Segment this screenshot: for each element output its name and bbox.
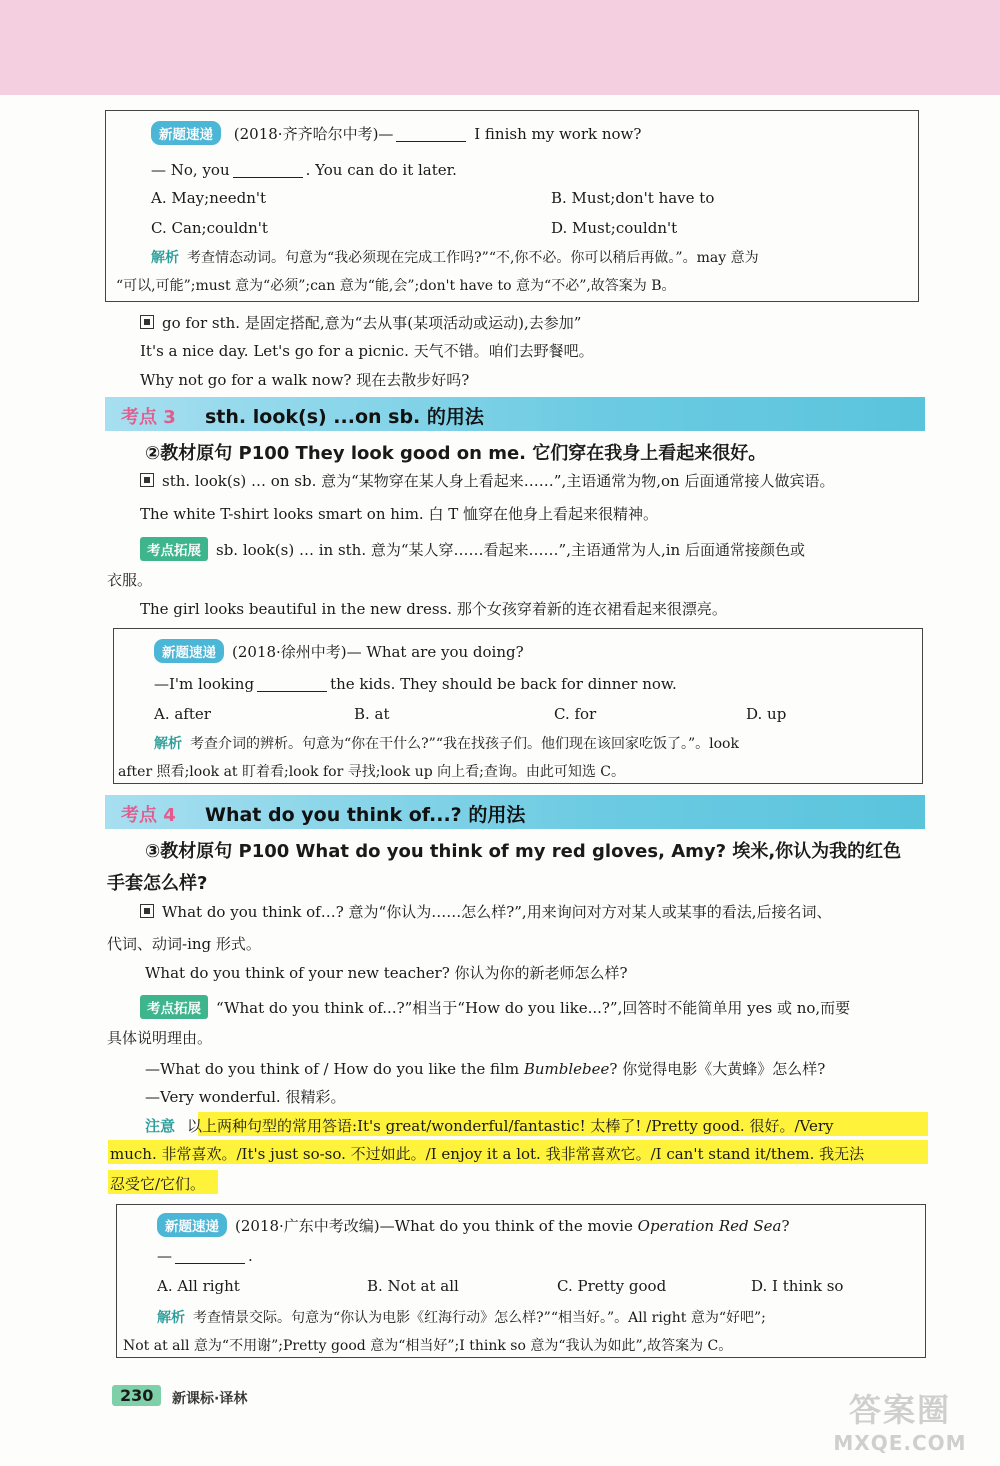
question-line-2: — No, you . You can do it later.: [151, 161, 457, 179]
bullet-icon: [140, 315, 154, 329]
new-question-badge: 新题速递: [157, 1213, 227, 1237]
analysis-line-2: Not at all 意为“不用谢”;Pretty good 意为“相当好”;I think so 意为“我认为如此”,故答案为 C。: [123, 1338, 733, 1354]
note-line-3: 忍受它/它们。: [110, 1175, 206, 1193]
section-title: sth. look(s) ...on sb. 的用法: [205, 406, 484, 428]
textbook-sentence: ③教材原句 P100 What do you think of my red gloves, Amy? 埃米,你认为我的红色: [145, 841, 902, 862]
watermark: 答案圈 MXQE.COM: [833, 1391, 967, 1455]
example-sentence: What do you think of your new teacher? 你认为你的新老师怎么样?: [145, 964, 628, 982]
option-b: B. at: [354, 705, 390, 723]
option-d: D. Must;couldn't: [551, 219, 678, 237]
answer-blank: [396, 126, 466, 142]
extension-cont: 具体说明理由。: [107, 1029, 213, 1047]
page-number: 230: [112, 1385, 161, 1406]
option-a: A. All right: [157, 1277, 240, 1295]
example-sentence: It's a nice day. Let's go for a picnic. 天气不错。咱们去野餐吧。: [140, 342, 594, 360]
answer-blank: [175, 1248, 245, 1264]
option-c: C. Pretty good: [557, 1277, 667, 1295]
new-question-badge: 新题速递: [154, 639, 224, 663]
option-a: A. after: [154, 705, 211, 723]
analysis-label: 解析: [151, 250, 179, 266]
question-stem: 新题速递 (2018·徐州中考)— What are you doing?: [154, 639, 524, 663]
textbook-sentence: ②教材原句 P100 They look good on me. 它们穿在我身上看起来很好。: [145, 443, 767, 464]
option-b: B. Not at all: [367, 1277, 459, 1295]
question-line-2: —I'm looking the kids. They should be back for dinner now.: [154, 675, 677, 693]
extension: 考点拓展 “What do you think of...?”相当于“How do you like...?”,回答时不能简单用 yes 或 no,而要: [140, 995, 850, 1019]
analysis-line-1: 解析 考查介词的辨析。句意为“你在干什么?”“我在找孩子们。他们现在该回家吃饭了。”。look: [154, 736, 739, 752]
textbook-sentence-cont: 手套怎么样?: [107, 873, 208, 894]
note-label: 注意: [145, 1117, 176, 1135]
example-sentence: The white T-shirt looks smart on him. 白 T 恤穿在他身上看起来很精神。: [140, 505, 659, 523]
bullet-icon: [140, 473, 154, 487]
question-stem: 新题速递 (2018·广东中考改编)—What do you think of the movie Operation Red Sea?: [157, 1213, 790, 1237]
dialogue-line-2: —Very wonderful. 很精彩。: [145, 1088, 346, 1106]
option-d: D. I think so: [751, 1277, 844, 1295]
section-label: 考点 4: [121, 805, 176, 826]
analysis-line-2: after 照看;look at 盯着看;look for 寻找;look up 向上看;查询。由此可知选 C。: [118, 764, 626, 780]
extension: 考点拓展 sb. look(s) … in sth. 意为“某人穿……看起来……”,主语通常为人,in 后面通常接颜色或: [140, 537, 805, 561]
answer-blank: [233, 162, 303, 178]
extension-cont: 衣服。: [107, 571, 153, 589]
bullet-icon: [140, 904, 154, 918]
new-question-badge: 新题速递: [151, 121, 221, 145]
analysis-line-1: 解析 考查情景交际。句意为“你认为电影《红海行动》怎么样?”“相当好。”。All right 意为“好吧”;: [157, 1310, 766, 1326]
note-line-1: 注意 以上两种句型的常用答语:It's great/wonderful/fantastic! 太棒了! /Pretty good. 很好。/Very: [145, 1117, 834, 1135]
analysis-label: 解析: [154, 736, 182, 752]
question-line-2: — .: [157, 1247, 253, 1265]
section-title: What do you think of...? 的用法: [205, 804, 526, 826]
extension-tag: 考点拓展: [140, 995, 208, 1019]
option-b: B. Must;don't have to: [551, 189, 715, 207]
question-stem: 新题速递 (2018·齐齐哈尔中考)— I finish my work now?: [151, 121, 641, 145]
section-label: 考点 3: [121, 407, 176, 428]
option-a: A. May;needn't: [151, 189, 267, 207]
note-go-for: go for sth. 是固定搭配,意为“去从事(某项活动或运动),去参加”: [140, 312, 581, 333]
analysis-line-2: “可以,可能”;must 意为“必须”;can 意为“能,会”;don't have to 意为“不必”,故答案为 B。: [116, 278, 676, 294]
dialogue-line-1: —What do you think of / How do you like the film Bumblebee? 你觉得电影《大黄蜂》怎么样?: [145, 1060, 826, 1078]
analysis-line-1: 解析 考查情态动词。句意为“我必须现在完成工作吗?”“不,你不必。你可以稍后再做。”。may 意为: [151, 250, 759, 266]
section-header-3: [105, 397, 925, 431]
answer-blank: [257, 676, 327, 692]
explanation-cont: 代词、动词-ing 形式。: [107, 935, 261, 953]
extension-tag: 考点拓展: [140, 537, 208, 561]
example-sentence: The girl looks beautiful in the new dress. 那个女孩穿着新的连衣裙看起来很漂亮。: [140, 600, 727, 618]
analysis-label: 解析: [157, 1310, 185, 1326]
option-c: C. for: [554, 705, 597, 723]
explanation: sth. look(s) … on sb. 意为“某物穿在某人身上看起来……”,主语通常为物,on 后面通常接人做宾语。: [140, 470, 834, 491]
question-box-1: [105, 110, 919, 302]
example-sentence: Why not go for a walk now? 现在去散步好吗?: [140, 371, 470, 389]
question-box-2: [113, 628, 923, 784]
note-line-2: much. 非常喜欢。/It's just so-so. 不过如此。/I enjoy it a lot. 我非常喜欢它。/I can't stand it/them. 我无法: [110, 1145, 865, 1163]
question-box-3: [116, 1204, 926, 1358]
footer-series: 新课标·译林: [172, 1391, 248, 1407]
top-color-band: [0, 0, 1000, 95]
explanation: What do you think of…? 意为“你认为……怎么样?”,用来询问对方对某人或某事的看法,后接名词、: [140, 901, 831, 922]
section-header-4: [105, 795, 925, 829]
option-d: D. up: [746, 705, 787, 723]
option-c: C. Can;couldn't: [151, 219, 268, 237]
